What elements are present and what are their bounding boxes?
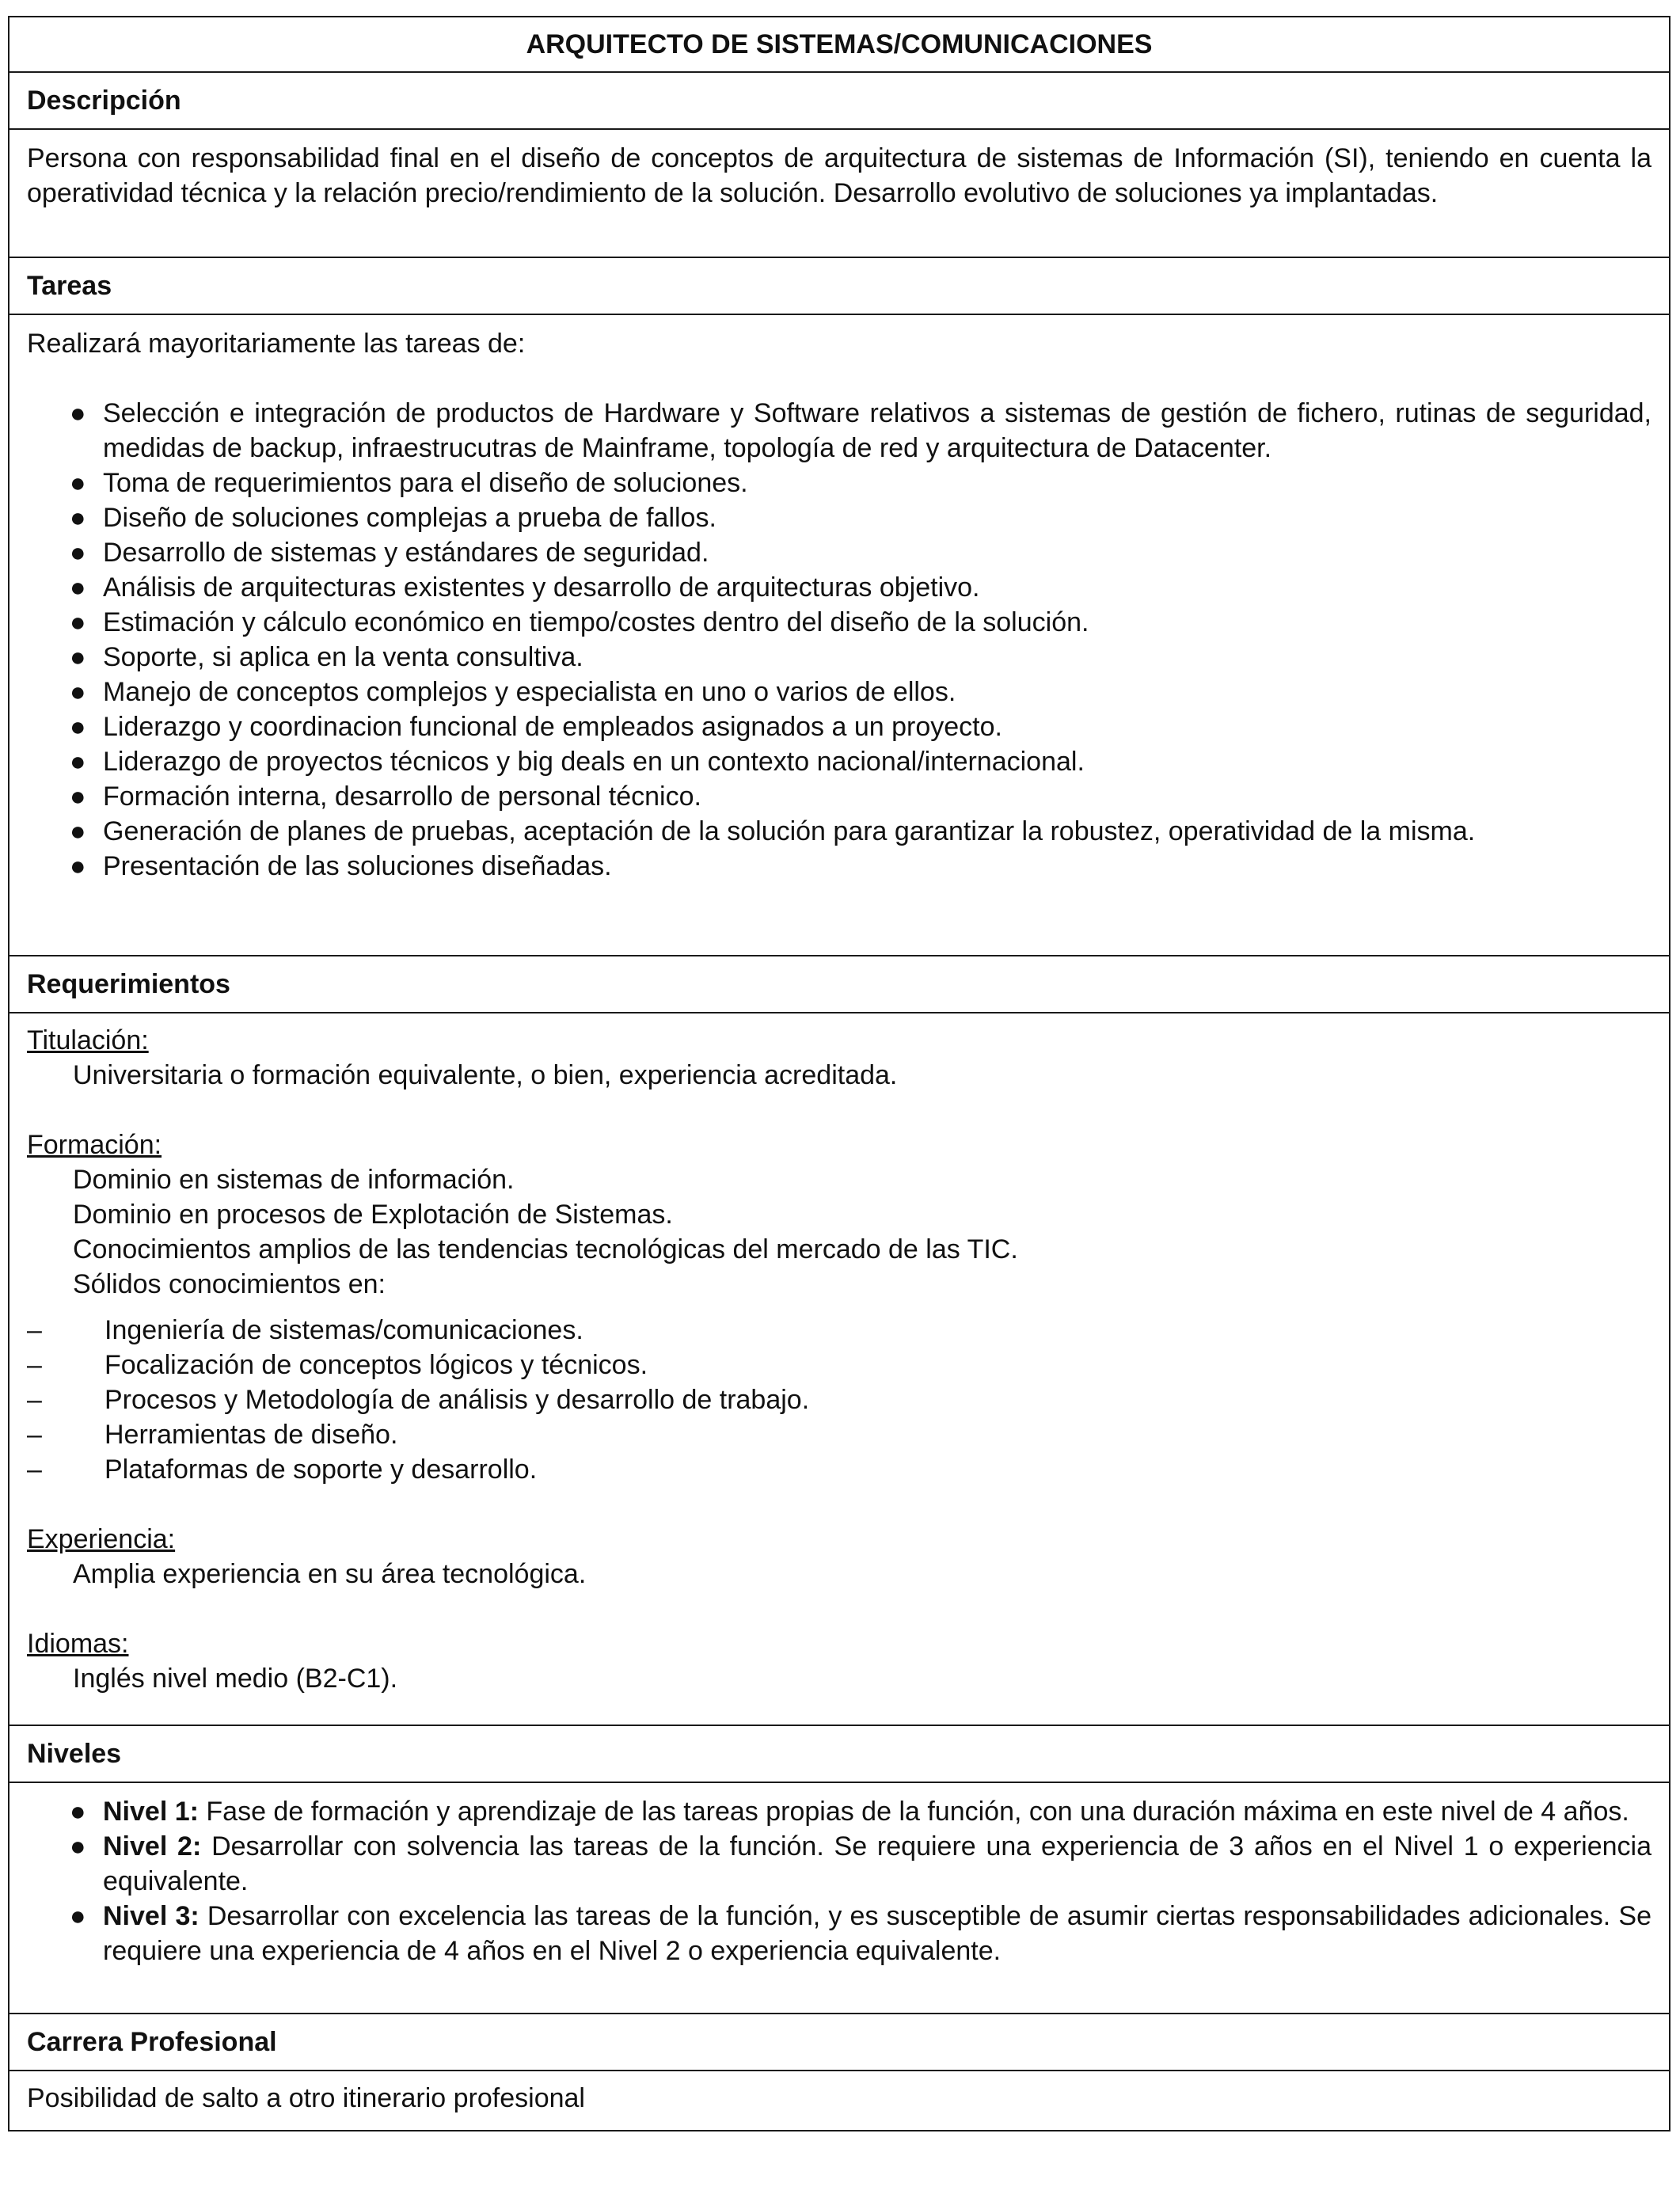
dash-icon: – [27,1350,42,1380]
list-item: ● Liderazgo y coordinacion funcional de empleados asignados a un proyecto. [70,709,1651,744]
conocimientos-list [27,1313,1651,1487]
formacion-label: Formación: [27,1130,162,1160]
list-item: – Herramientas de diseño. [27,1417,1651,1452]
idiomas-text: Inglés nivel medio (B2-C1). [73,1664,398,1694]
niveles-heading: Niveles [10,1726,1669,1783]
nivel-name: Nivel 1: [103,1797,199,1827]
tareas-list [27,396,1651,884]
list-item: ● Generación de planes de pruebas, aceptación de la solución para garantizar la robustez, operatividad de la misma. [70,814,1651,849]
list-item: ● Manejo de conceptos complejos y especialista en uno o varios de ellos. [70,675,1651,709]
bullet-icon: ● [70,1831,86,1861]
list-item [70,1829,1651,1899]
experiencia-text: Amplia experiencia en su área tecnológica. [73,1559,587,1589]
titulacion-text: Universitaria o formación equivalente, o bien, experiencia acreditada. [73,1060,898,1090]
requerimientos-section [10,1013,1669,1726]
bullet-icon: ● [70,851,86,881]
job-profile-table [8,16,1670,2131]
tareas-intro: Realizará mayoritariamente las tareas de: [27,329,526,359]
list-item: ● Desarrollo de sistemas y estándares de seguridad. [70,535,1651,570]
bullet-icon: ● [70,398,86,428]
list-item: ● Presentación de las soluciones diseñadas. [70,849,1651,884]
bullet-icon: ● [70,677,86,707]
nivel-name: Nivel 2: [103,1831,202,1861]
titulacion-label: Titulación: [27,1025,149,1055]
dash-icon: – [27,1420,42,1450]
list-item: ● Análisis de arquitecturas existentes y desarrollo de arquitecturas objetivo. [70,570,1651,605]
nivel-text: Desarrollar con excelencia las tareas de la función, y es susceptible de asumir ciertas responsabilidades adicionales. Se requiere una experiencia de 4 años en el Nivel 2 o experiencia equivalente. [103,1901,1651,1966]
formacion-line: Sólidos conocimientos en: [73,1269,386,1299]
list-item: ● Diseño de soluciones complejas a prueba de fallos. [70,500,1651,535]
list-item [70,1899,1651,1968]
list-item: – Procesos y Metodología de análisis y desarrollo de trabajo. [27,1382,1651,1417]
document-title: ARQUITECTO DE SISTEMAS/COMUNICACIONES [10,17,1669,73]
carrera-text: Posibilidad de salto a otro itinerario profesional [27,2083,585,2113]
list-item: – Plataformas de soporte y desarrollo. [27,1452,1651,1487]
bullet-icon: ● [70,538,86,568]
requerimientos-heading: Requerimientos [10,956,1669,1013]
bullet-icon: ● [70,642,86,672]
list-item: ● Soporte, si aplica en la venta consultiva. [70,640,1651,675]
list-item: ● Selección e integración de productos de Hardware y Software relativos a sistemas de gestión de fichero, rutinas de seguridad, medidas de backup, infraestrucutras de Mainframe, topología de red y arquitectura de Datacenter. [70,396,1651,466]
list-item: ● Liderazgo de proyectos técnicos y big deals en un contexto nacional/internacional. [70,744,1651,779]
bullet-icon: ● [70,816,86,846]
descripcion-text: Persona con responsabilidad final en el diseño de conceptos de arquitectura de sistemas de Información (SI), teniendo en cuenta la operatividad técnica y la relación precio/rendimiento de la solución. Desarrollo evolutivo de soluciones ya implantadas. [10,130,1669,258]
bullet-icon: ● [70,1901,86,1931]
bullet-icon: ● [70,712,86,742]
formacion-line: Dominio en procesos de Explotación de Sistemas. [73,1200,673,1230]
nivel-text: Fase de formación y aprendizaje de las tareas propias de la función, con una duración máxima en este nivel de 4 años. [198,1797,1629,1827]
idiomas-label: Idiomas: [27,1629,129,1659]
tareas-section [10,315,1669,956]
list-item: ● Estimación y cálculo económico en tiempo/costes dentro del diseño de la solución. [70,605,1651,640]
bullet-icon: ● [70,607,86,637]
formacion-line: Dominio en sistemas de información. [73,1165,515,1195]
bullet-icon: ● [70,468,86,498]
experiencia-label: Experiencia: [27,1524,176,1554]
bullet-icon: ● [70,781,86,812]
carrera-heading: Carrera Profesional [10,2014,1669,2071]
bullet-icon: ● [70,503,86,533]
bullet-icon: ● [70,1797,86,1827]
bullet-icon: ● [70,572,86,603]
list-item: – Ingeniería de sistemas/comunicaciones. [27,1313,1651,1348]
niveles-list [27,1794,1651,1968]
list-item: ● Formación interna, desarrollo de personal técnico. [70,779,1651,814]
nivel-text: Desarrollar con solvencia las tareas de la función. Se requiere una experiencia de 3 años en el Nivel 1 o experiencia equivalente. [103,1831,1651,1896]
descripcion-heading: Descripción [10,73,1669,130]
tareas-heading: Tareas [10,258,1669,315]
nivel-name: Nivel 3: [103,1901,200,1931]
dash-icon: – [27,1455,42,1485]
dash-icon: – [27,1385,42,1415]
formacion-line: Conocimientos amplios de las tendencias tecnológicas del mercado de las TIC. [73,1234,1018,1264]
dash-icon: – [27,1315,42,1345]
bullet-icon: ● [70,747,86,777]
list-item [70,1794,1651,1829]
list-item: – Focalización de conceptos lógicos y técnicos. [27,1348,1651,1382]
list-item: ● Toma de requerimientos para el diseño de soluciones. [70,466,1651,500]
niveles-section [10,1783,1669,2014]
